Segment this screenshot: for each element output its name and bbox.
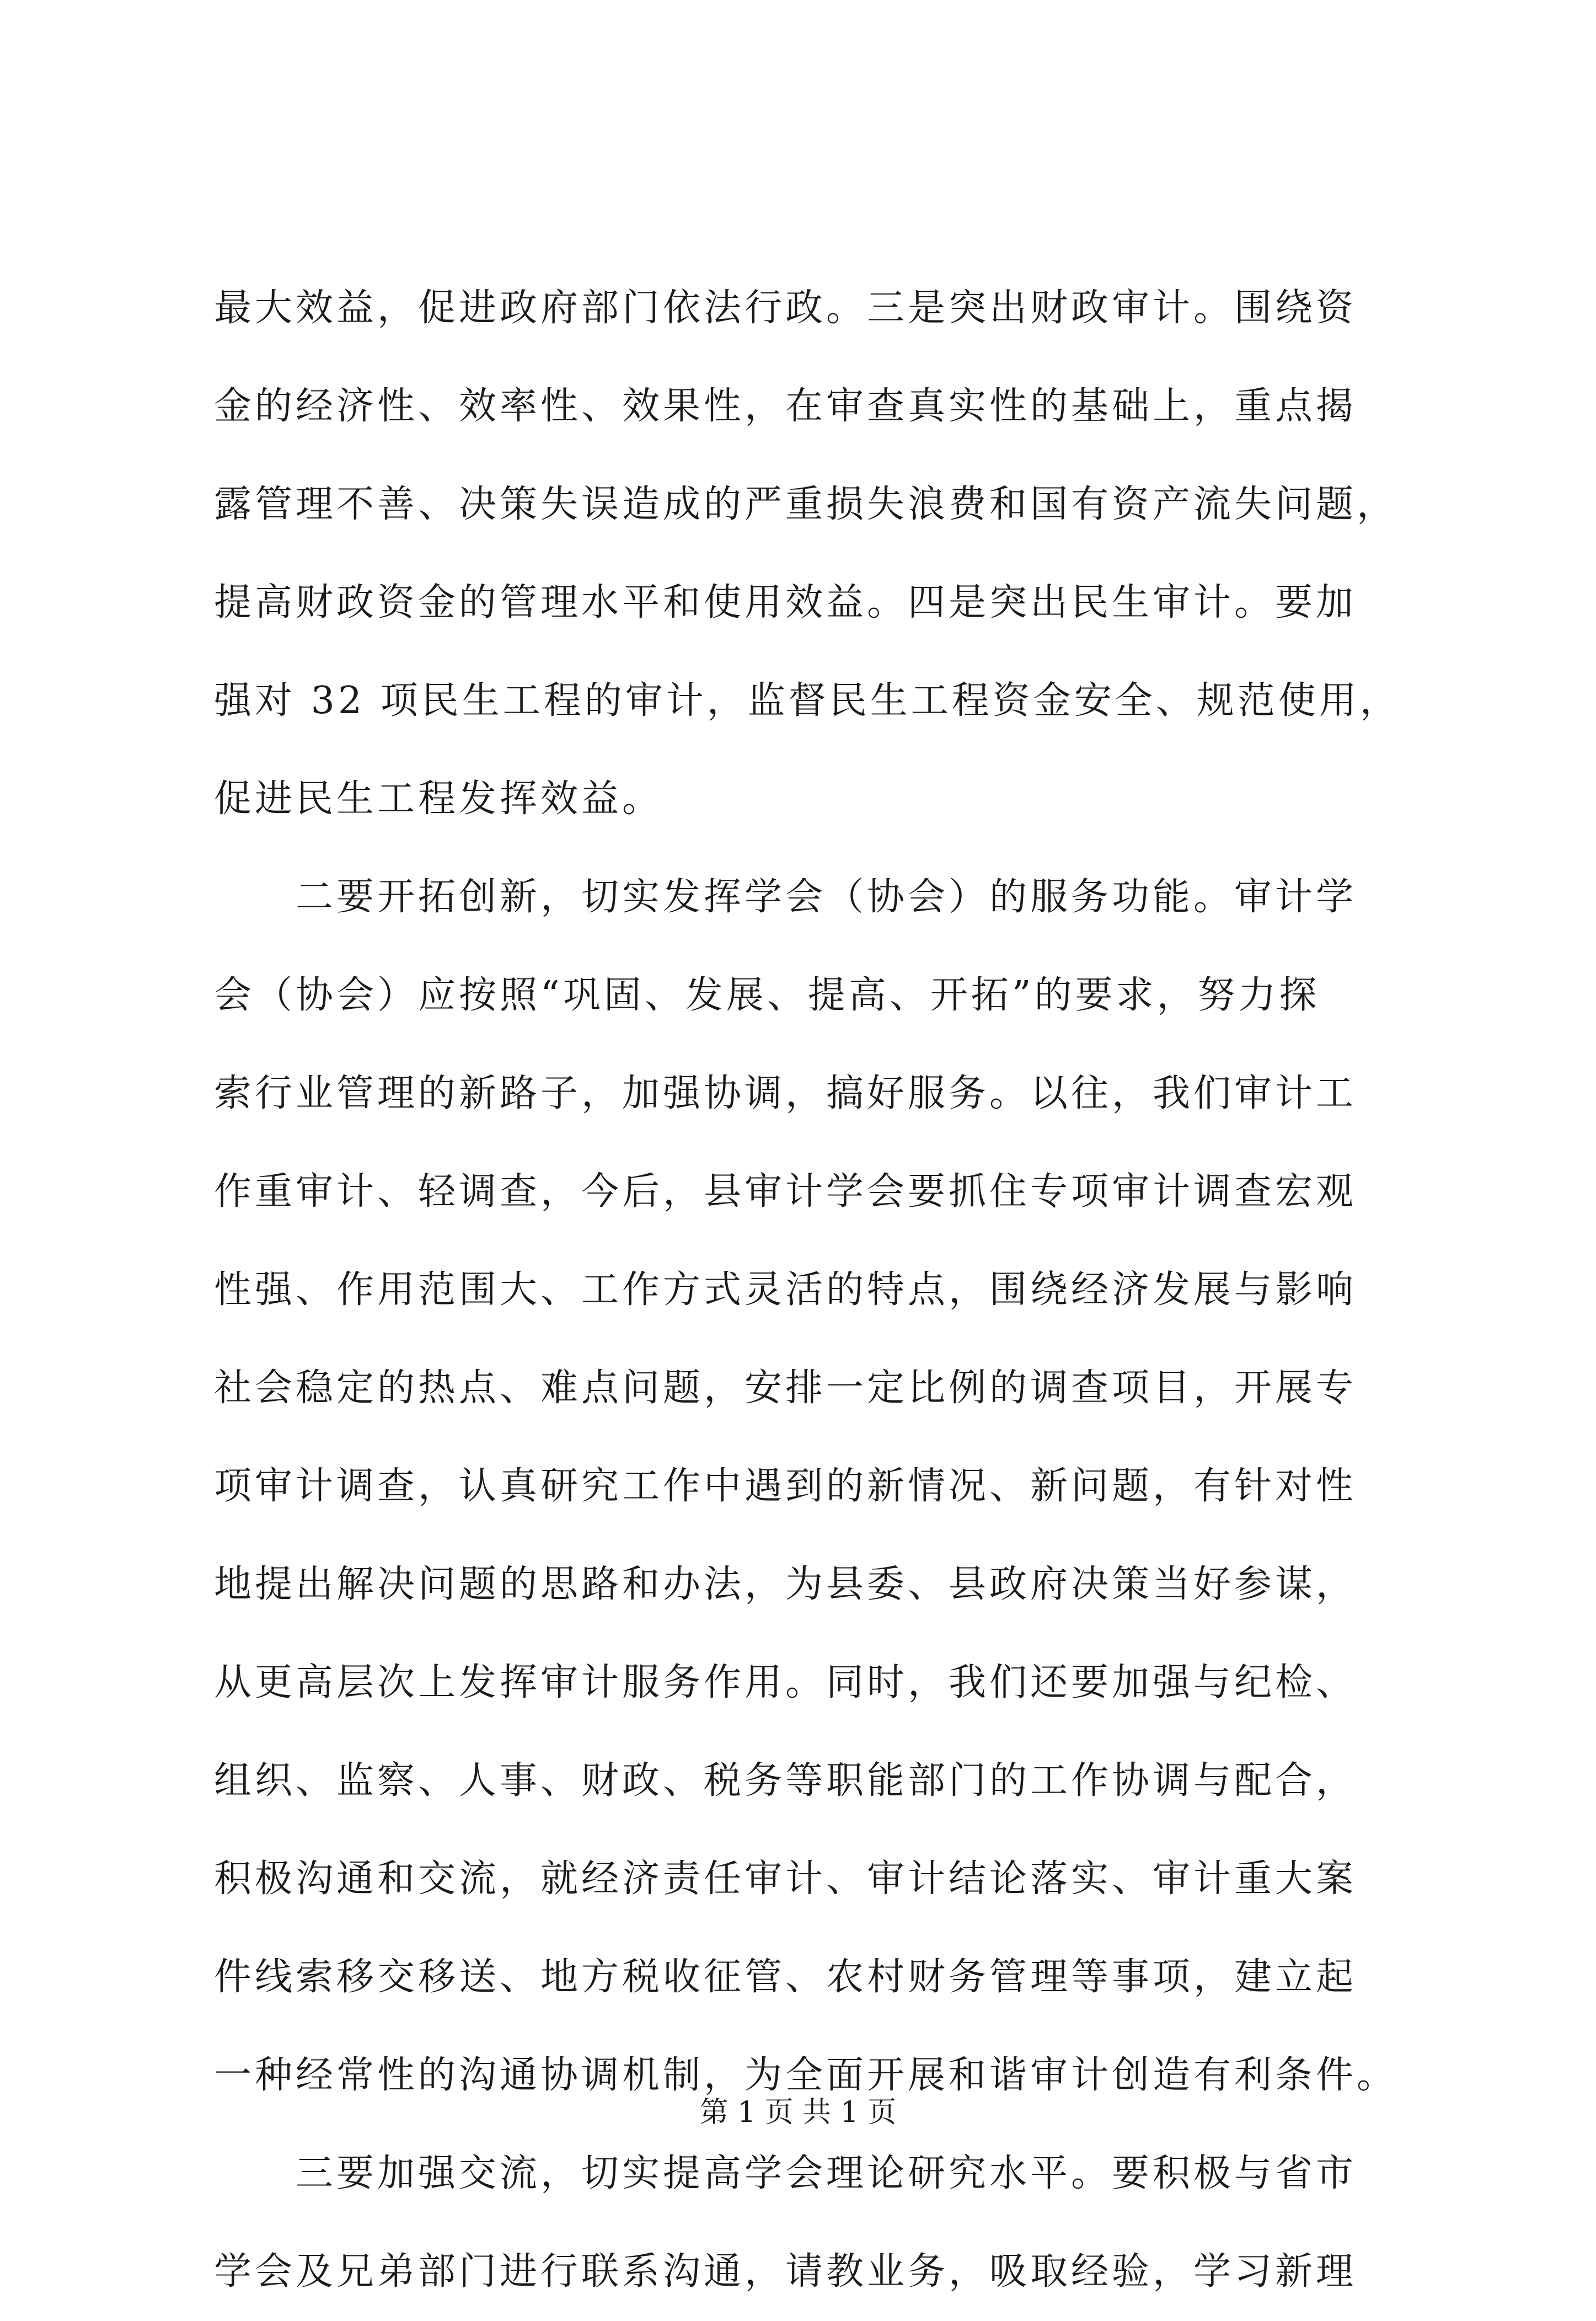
- text-line: 露管理不善、决策失误造成的严重损失浪费和国有资产流失问题，: [214, 483, 1398, 526]
- text-line: 项审计调查，认真研究工作中遇到的新情况、新问题，有针对性: [214, 1464, 1357, 1508]
- text-line: 积极沟通和交流，就经济责任审计、审计结论落实、审计重大案: [214, 1857, 1357, 1901]
- text-line: 从更高层次上发挥审计服务作用。同时，我们还要加强与纪检、: [214, 1661, 1357, 1704]
- text-line: 件线索移交移送、地方税收征管、农村财务管理等事项，建立起: [214, 1955, 1357, 1999]
- text-line: 最大效益，促进政府部门依法行政。三是突出财政审计。围绕资: [214, 286, 1357, 330]
- text-line: 组织、监察、人事、财政、税务等职能部门的工作协调与配合，: [214, 1759, 1357, 1803]
- text-line: 提高财政资金的管理水平和使用效益。四是突出民生审计。要加: [214, 581, 1357, 624]
- text-line: 会（协会）应按照“巩固、发展、提高、开拓”的要求，努力探: [214, 974, 1320, 1017]
- paragraph-start-line: 三要加强交流，切实提高学会理论研究水平。要积极与省市: [296, 2152, 1357, 2195]
- text-line: 地提出解决问题的思路和办法，为县委、县政府决策当好参谋，: [214, 1563, 1357, 1606]
- page-number-label: 第 1 页 共 1 页: [699, 2096, 897, 2129]
- text-line: 金的经济性、效率性、效果性，在审查真实性的基础上，重点揭: [214, 384, 1357, 428]
- text-line: 索行业管理的新路子，加强协调，搞好服务。以往，我们审计工: [214, 1072, 1357, 1115]
- document-body: [214, 259, 1455, 2321]
- text-line: 作重审计、轻调查，今后，县审计学会要抓住专项审计调查宏观: [214, 1170, 1357, 1213]
- paragraph-start-line: 二要开拓创新，切实发挥学会（协会）的服务功能。审计学: [296, 875, 1357, 919]
- text-line: 强对 32 项民生工程的审计，监督民生工程资金安全、规范使用，: [214, 679, 1401, 723]
- text-line: 社会稳定的热点、难点问题，安排一定比例的调查项目，开展专: [214, 1366, 1357, 1410]
- text-line: 一种经常性的沟通协调机制，为全面开展和谐审计创造有利条件。: [214, 2053, 1398, 2097]
- text-line: 性强、作用范围大、工作方式灵活的特点，围绕经济发展与影响: [214, 1268, 1357, 1312]
- page-footer: [0, 2093, 1596, 2132]
- text-line: 促进民生工程发挥效益。: [214, 777, 663, 821]
- text-line: 学会及兄弟部门进行联系沟通，请教业务，吸取经验，学习新理: [214, 2250, 1357, 2293]
